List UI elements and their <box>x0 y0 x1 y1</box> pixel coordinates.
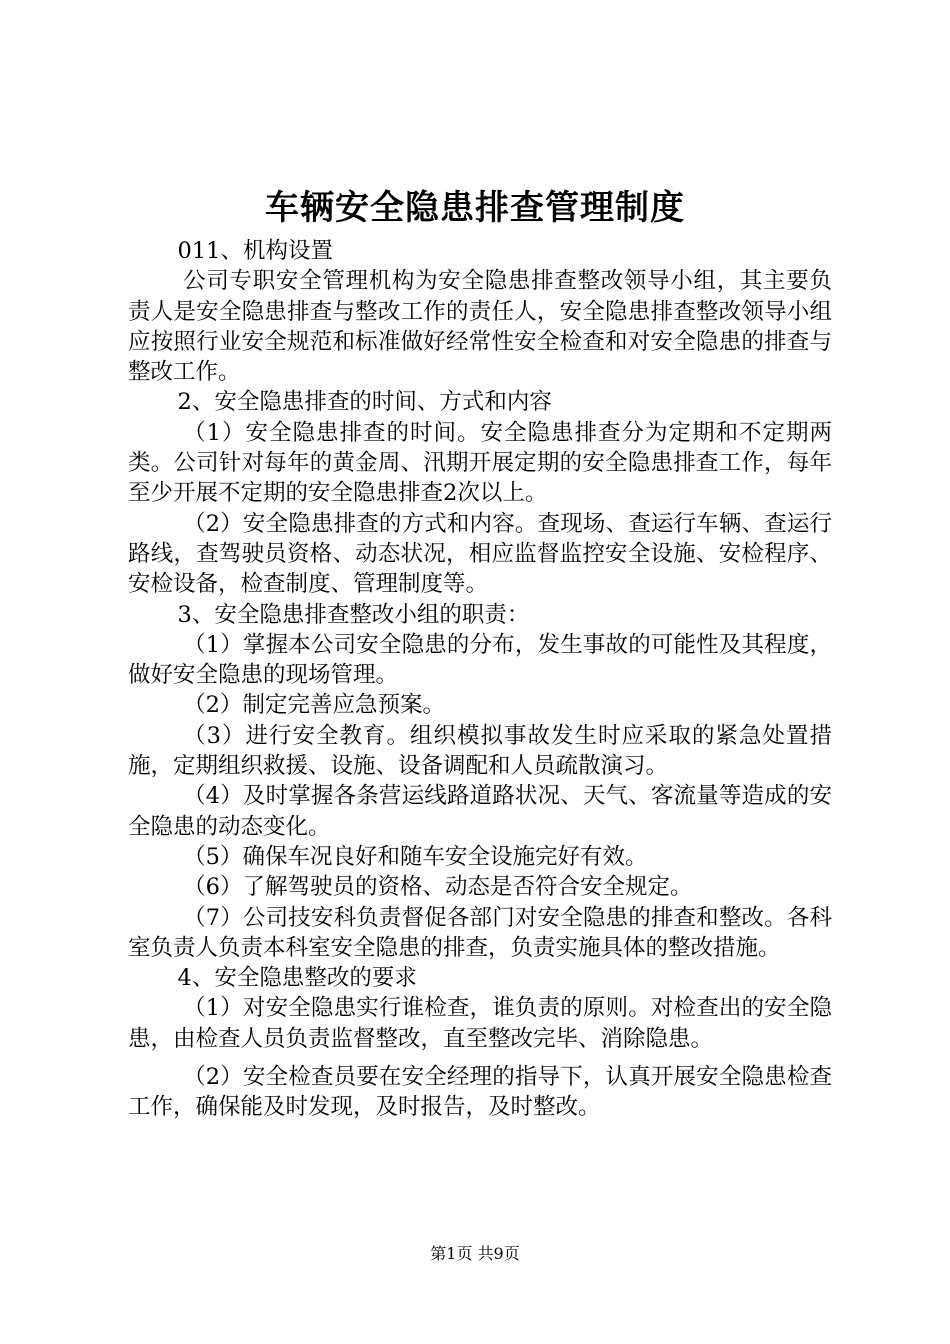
section-heading: 011、机构设置 <box>177 238 333 264</box>
body-paragraph: （1）安全隐患排查的时间。安全隐患排查分为定期和不定期两类。公司针对每年的黄金周、汛期开展定期的安全隐患排查工作，每年至少开展不定期的安全隐患排查2次以上。 <box>128 419 832 507</box>
body-paragraph: （1）对安全隐患实行谁检查，谁负责的原则。对检查出的安全隐患，由检查人员负责监督整改，直至整改完毕、消除隐患。 <box>128 995 832 1052</box>
body-paragraph: （7）公司技安科负责督促各部门对安全隐患的排查和整改。各科室负责人负责本科室安全隐患的排查，负责实施具体的整改措施。 <box>128 904 832 961</box>
body-paragraph: （6）了解驾驶员的资格、动态是否符合安全规定。 <box>183 874 693 901</box>
body-paragraph: 公司专职安全管理机构为安全隐患排查整改领导小组，其主要负责人是安全隐患排查与整改工作的责任人，安全隐患排查整改领导小组应按照行业安全规范和标准做好经常性安全检查和对安全隐患的排查与整改工作。 <box>128 268 832 386</box>
section-heading: 3、安全隐患排查整改小组的职责： <box>177 601 530 628</box>
body-paragraph: （2）制定完善应急预案。 <box>183 692 445 719</box>
document-body <box>128 236 832 1123</box>
body-paragraph: （1）掌握本公司安全隐患的分布，发生事故的可能性及其程度，做好安全隐患的现场管理。 <box>128 631 832 689</box>
page-footer: 第1页 共9页 <box>430 1244 520 1263</box>
document-title: 车辆安全隐患排查管理制度 <box>265 188 685 228</box>
body-paragraph: （2）安全检查员要在安全经理的指导下，认真开展安全隐患检查工作，确保能及时发现，及时报告，及时整改。 <box>128 1064 832 1121</box>
body-paragraph: （2）安全隐患排查的方式和内容。查现场、查运行车辆、查运行路线，查驾驶员资格、动态状况，相应监督监控安全设施、安检程序、安检设备，检查制度、管理制度等。 <box>128 510 832 598</box>
body-paragraph: （3）进行安全教育。组织模拟事故发生时应采取的紧急处置措施，定期组织救援、设施、设备调配和人员疏散演习。 <box>128 722 832 780</box>
body-paragraph: （4）及时掌握各条营运线路道路状况、天气、客流量等造成的安全隐患的动态变化。 <box>128 783 832 840</box>
section-heading: 2、安全隐患排查的时间、方式和内容 <box>177 389 552 416</box>
section-heading: 4、安全隐患整改的要求 <box>177 965 417 992</box>
body-paragraph: （5）确保车况良好和随车安全设施完好有效。 <box>183 843 648 870</box>
